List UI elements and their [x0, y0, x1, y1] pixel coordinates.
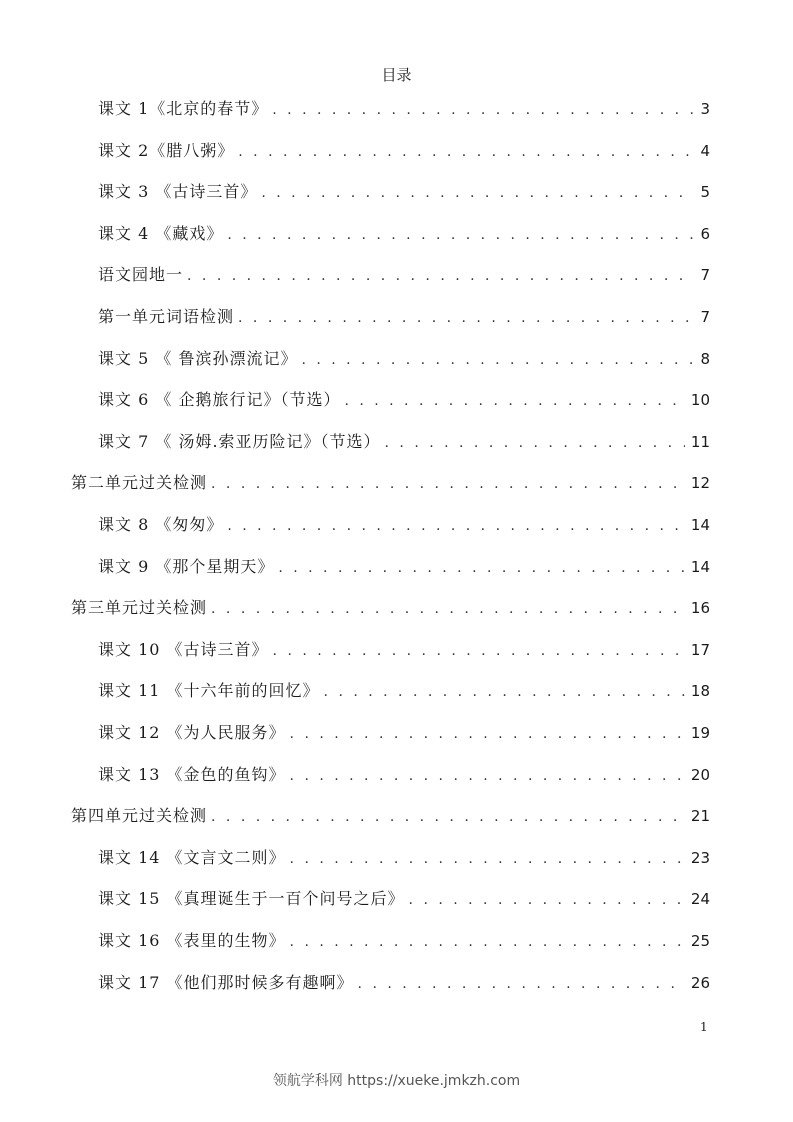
toc-entry-label: 课文 14 《文言文二则》	[98, 847, 286, 867]
toc-entry[interactable]	[98, 970, 710, 994]
toc-entry[interactable]	[98, 179, 710, 203]
toc-entry[interactable]	[98, 429, 710, 453]
toc-entry[interactable]	[98, 762, 710, 786]
toc-entry-page: 3	[700, 100, 710, 118]
toc-entry[interactable]	[71, 803, 710, 827]
toc-entry-label: 课文 5 《 鲁滨孙漂流记》	[98, 348, 298, 368]
toc-entry-page: 6	[700, 224, 710, 243]
toc-entry[interactable]	[98, 262, 710, 286]
toc-dot-leader	[290, 768, 685, 784]
toc-entry[interactable]	[98, 928, 710, 952]
toc-entry-page: 23	[690, 848, 710, 867]
toc-dot-leader	[272, 102, 694, 118]
toc-entry[interactable]	[98, 96, 710, 120]
toc-entry-label: 课文 8 《匆匆》	[98, 515, 224, 534]
toc-entry-page: 18	[690, 682, 710, 701]
toc-entry-label: 课文 17 《他们那时候多有趣啊》	[98, 972, 354, 992]
toc-entry-label: 第四单元过关检测	[71, 806, 208, 826]
toc-entry-label: 课文 13 《金色的鱼钩》	[98, 764, 286, 784]
toc-entry-page: 8	[700, 349, 710, 368]
toc-dot-leader	[227, 518, 685, 534]
toc-dot-leader	[278, 560, 685, 576]
toc-entry-page: 16	[690, 599, 710, 618]
toc-entry-page: 20	[690, 765, 710, 784]
toc-entry-page: 21	[690, 807, 710, 826]
page-number: 1	[700, 1020, 708, 1034]
toc-entry[interactable]	[98, 554, 710, 578]
toc-entry[interactable]	[98, 720, 710, 744]
toc-entry-page: 7	[700, 266, 710, 285]
toc-entry[interactable]	[98, 637, 710, 661]
toc-dot-leader	[324, 684, 685, 700]
toc-entry[interactable]	[98, 678, 710, 702]
toc-dot-leader	[409, 892, 685, 908]
toc-dot-leader	[301, 352, 694, 368]
toc-dot-leader	[238, 144, 694, 160]
toc-entry-page: 14	[690, 557, 710, 576]
toc-entry-label: 课文 4 《藏戏》	[98, 223, 224, 243]
toc-entry-label: 课文 16 《表里的生物》	[98, 931, 286, 950]
toc-dot-leader	[261, 185, 694, 201]
toc-entry[interactable]	[98, 346, 710, 370]
toc-dot-leader	[290, 851, 685, 867]
toc-dot-leader	[187, 268, 694, 284]
toc-entry[interactable]	[98, 387, 710, 411]
toc-entry[interactable]	[71, 595, 710, 619]
toc-entry[interactable]	[98, 886, 710, 910]
toc-entry-page: 5	[700, 183, 710, 202]
toc-entry-label: 课文 10 《古诗三首》	[98, 639, 269, 659]
toc-entry-label: 第二单元过关检测	[71, 473, 208, 493]
toc-entry-page: 4	[700, 141, 710, 160]
toc-dot-leader	[358, 976, 685, 992]
toc-entry-label: 第一单元词语检测	[98, 307, 235, 326]
toc-entry-page: 10	[690, 391, 710, 410]
toc-dot-leader	[344, 393, 684, 409]
toc-entry-label: 课文 6 《 企鹅旅行记》（节选）	[98, 390, 341, 410]
toc-entry[interactable]	[98, 304, 710, 328]
toc-title: 目录	[381, 66, 412, 84]
toc-entry-label: 课文 3 《古诗三首》	[98, 182, 258, 202]
toc-entry[interactable]	[98, 138, 710, 162]
toc-entry-label: 课文 1《北京的春节》	[98, 99, 269, 118]
toc-entry-page: 17	[690, 640, 710, 659]
toc-entry-label: 课文 11 《十六年前的回忆》	[98, 681, 320, 701]
toc-entry-page: 11	[690, 432, 710, 451]
toc-dot-leader	[290, 726, 685, 742]
toc-entry-page: 7	[700, 308, 710, 326]
toc-entry-label: 课文 9 《那个星期天》	[98, 556, 275, 576]
toc-entry-page: 19	[690, 724, 710, 742]
toc-entry[interactable]	[98, 221, 710, 245]
toc-entry-label: 课文 12 《为人民服务》	[98, 723, 286, 742]
toc-dot-leader	[238, 310, 694, 326]
toc-entry-label: 课文 2《腊八粥》	[98, 140, 235, 160]
toc-dot-leader	[273, 643, 685, 659]
toc-dot-leader	[211, 476, 685, 492]
toc-entry-label: 第三单元过关检测	[71, 598, 208, 618]
toc-dot-leader	[211, 809, 685, 825]
toc-dot-leader	[290, 934, 685, 950]
toc-entry-page: 14	[690, 516, 710, 534]
toc-entry[interactable]	[98, 512, 710, 536]
toc-dot-leader	[211, 601, 685, 617]
toc-dot-leader	[227, 227, 694, 243]
toc-entry-page: 12	[690, 474, 710, 493]
toc-entry-page: 24	[690, 890, 710, 909]
toc-entry[interactable]	[71, 470, 710, 494]
toc-entry-label: 课文 7 《 汤姆.索亚历险记》（节选）	[98, 431, 381, 451]
toc-entry-label: 课文 15 《真理诞生于一百个问号之后》	[98, 889, 405, 909]
toc-dot-leader	[385, 435, 685, 451]
toc-entry[interactable]	[98, 845, 710, 869]
toc-entry-label: 语文园地一	[98, 265, 184, 285]
toc-entry-page: 26	[690, 973, 710, 992]
footer-watermark: 领航学科网 https://xueke.jmkzh.com	[272, 1073, 521, 1089]
toc-entry-page: 25	[690, 932, 710, 950]
